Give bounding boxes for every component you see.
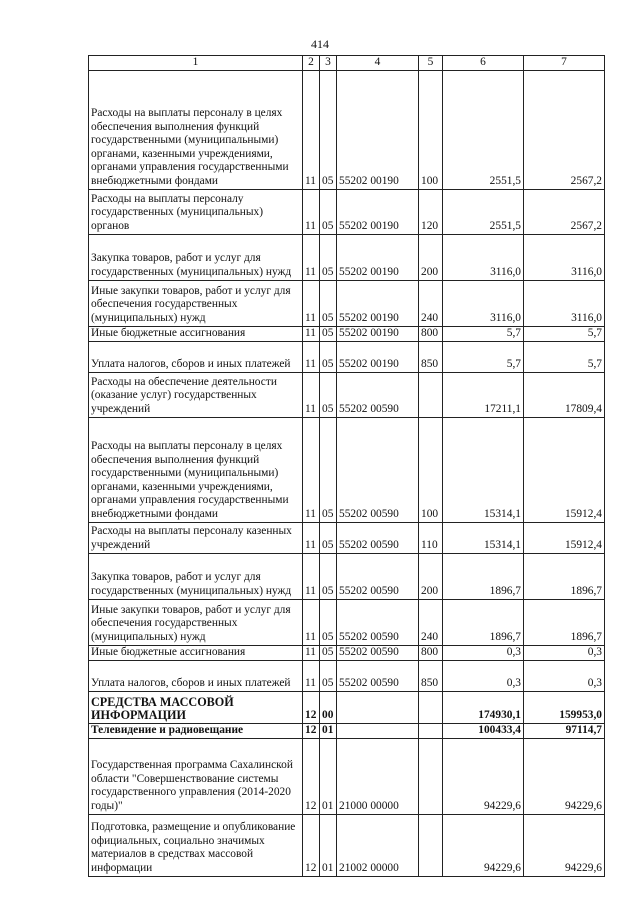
row-subsection-code: 05 — [320, 70, 337, 189]
row-amount-col7: 2567,2 — [524, 189, 605, 234]
table-row — [89, 814, 605, 876]
row-target-article: 55202 00190 — [337, 234, 419, 280]
row-target-article: 21000 00000 — [337, 738, 419, 814]
row-subsection-code: 05 — [320, 189, 337, 234]
table-row — [89, 372, 605, 417]
table-row — [89, 645, 605, 660]
table-row — [89, 660, 605, 691]
row-amount-col6: 2551,5 — [443, 70, 524, 189]
row-subsection-code: 05 — [320, 326, 337, 341]
row-section-code: 11 — [303, 522, 320, 553]
row-section-code: 11 — [303, 234, 320, 280]
row-target-article: 21002 00000 — [337, 814, 419, 876]
row-target-article: 55202 00590 — [337, 645, 419, 660]
col-header-6: 6 — [443, 56, 524, 71]
col-header-3: 3 — [320, 56, 337, 71]
row-name: Телевидение и радиовещание — [89, 723, 303, 738]
row-subsection-code: 05 — [320, 234, 337, 280]
row-subsection-code: 00 — [320, 691, 337, 723]
row-expense-type: 200 — [419, 553, 443, 599]
row-amount-col6: 5,7 — [443, 341, 524, 372]
row-section-code: 11 — [303, 553, 320, 599]
col-header-5: 5 — [419, 56, 443, 71]
row-subsection-code: 01 — [320, 723, 337, 738]
col-header-4: 4 — [337, 56, 419, 71]
row-section-code: 12 — [303, 738, 320, 814]
row-name: Расходы на выплаты персоналу в целях обеспечения выполнения функций государственными (муниципальными) органами, казенными учреждениями, органами управления государственными внебюджетными фондами — [89, 417, 303, 522]
row-amount-col7: 1896,7 — [524, 599, 605, 645]
col-header-7: 7 — [524, 56, 605, 71]
table-row — [89, 189, 605, 234]
row-subsection-code: 05 — [320, 553, 337, 599]
row-name: Закупка товаров, работ и услуг для государственных (муниципальных) нужд — [89, 234, 303, 280]
row-expense-type — [419, 372, 443, 417]
row-amount-col6: 5,7 — [443, 326, 524, 341]
row-target-article: 55202 00190 — [337, 70, 419, 189]
row-name: Иные закупки товаров, работ и услуг для обеспечения государственных (муниципальных) нужд — [89, 599, 303, 645]
row-section-code: 11 — [303, 645, 320, 660]
row-name: Иные бюджетные ассигнования — [89, 326, 303, 341]
row-name: Расходы на выплаты персоналу в целях обеспечения выполнения функций государственными (муниципальными) органами, казенными учреждениями, органами управления государственными внебюджетными фондами — [89, 70, 303, 189]
row-amount-col6: 15314,1 — [443, 522, 524, 553]
row-expense-type — [419, 723, 443, 738]
row-target-article: 55202 00190 — [337, 326, 419, 341]
row-amount-col6: 2551,5 — [443, 189, 524, 234]
row-target-article: 55202 00590 — [337, 522, 419, 553]
row-amount-col7: 17809,4 — [524, 372, 605, 417]
row-subsection-code: 01 — [320, 814, 337, 876]
row-expense-type: 850 — [419, 341, 443, 372]
row-amount-col7: 94229,6 — [524, 738, 605, 814]
table-row — [89, 738, 605, 814]
row-name: Расходы на выплаты персоналу казенных учреждений — [89, 522, 303, 553]
row-target-article: 55202 00190 — [337, 280, 419, 326]
row-name: СРЕДСТВА МАССОВОЙ ИНФОРМАЦИИ — [89, 691, 303, 723]
row-subsection-code: 05 — [320, 280, 337, 326]
budget-table — [88, 55, 605, 877]
row-section-code: 11 — [303, 417, 320, 522]
row-amount-col7: 1896,7 — [524, 553, 605, 599]
col-header-1: 1 — [89, 56, 303, 71]
row-expense-type — [419, 691, 443, 723]
row-expense-type: 100 — [419, 417, 443, 522]
row-target-article — [337, 691, 419, 723]
row-target-article: 55202 00590 — [337, 372, 419, 417]
row-target-article — [337, 723, 419, 738]
row-subsection-code: 05 — [320, 522, 337, 553]
row-expense-type: 800 — [419, 326, 443, 341]
row-target-article: 55202 00590 — [337, 417, 419, 522]
row-target-article: 55202 00190 — [337, 341, 419, 372]
row-section-code: 11 — [303, 341, 320, 372]
row-expense-type: 850 — [419, 660, 443, 691]
row-subsection-code: 05 — [320, 599, 337, 645]
row-amount-col6: 100433,4 — [443, 723, 524, 738]
row-name: Иные бюджетные ассигнования — [89, 645, 303, 660]
row-amount-col7: 2567,2 — [524, 70, 605, 189]
row-section-code: 12 — [303, 814, 320, 876]
row-section-code: 11 — [303, 280, 320, 326]
row-amount-col7: 97114,7 — [524, 723, 605, 738]
row-expense-type: 120 — [419, 189, 443, 234]
row-amount-col7: 0,3 — [524, 645, 605, 660]
row-name: Расходы на обеспечение деятельности (оказание услуг) государственных учреждений — [89, 372, 303, 417]
row-section-code: 11 — [303, 372, 320, 417]
row-amount-col7: 15912,4 — [524, 417, 605, 522]
row-section-code: 12 — [303, 723, 320, 738]
row-amount-col7: 3116,0 — [524, 234, 605, 280]
row-amount-col6: 0,3 — [443, 645, 524, 660]
table-row — [89, 553, 605, 599]
row-expense-type: 110 — [419, 522, 443, 553]
row-expense-type — [419, 814, 443, 876]
row-subsection-code: 05 — [320, 645, 337, 660]
row-expense-type — [419, 738, 443, 814]
row-target-article: 55202 00590 — [337, 553, 419, 599]
row-amount-col7: 94229,6 — [524, 814, 605, 876]
row-subsection-code: 05 — [320, 660, 337, 691]
col-header-2: 2 — [303, 56, 320, 71]
row-amount-col6: 17211,1 — [443, 372, 524, 417]
row-expense-type: 100 — [419, 70, 443, 189]
row-amount-col7: 0,3 — [524, 660, 605, 691]
row-name: Закупка товаров, работ и услуг для государственных (муниципальных) нужд — [89, 553, 303, 599]
table-row — [89, 70, 605, 189]
row-expense-type: 800 — [419, 645, 443, 660]
row-name: Иные закупки товаров, работ и услуг для обеспечения государственных (муниципальных) нужд — [89, 280, 303, 326]
table-row — [89, 691, 605, 723]
row-expense-type: 200 — [419, 234, 443, 280]
row-section-code: 11 — [303, 660, 320, 691]
row-section-code: 11 — [303, 326, 320, 341]
row-name: Подготовка, размещение и опубликование официальных, социально значимых материалов в средствах массовой информации — [89, 814, 303, 876]
row-section-code: 11 — [303, 70, 320, 189]
row-section-code: 12 — [303, 691, 320, 723]
row-amount-col6: 174930,1 — [443, 691, 524, 723]
row-expense-type: 240 — [419, 599, 443, 645]
table-row — [89, 234, 605, 280]
row-amount-col7: 3116,0 — [524, 280, 605, 326]
page-number: 414 — [311, 37, 329, 51]
row-subsection-code: 05 — [320, 341, 337, 372]
row-subsection-code: 05 — [320, 372, 337, 417]
row-amount-col6: 3116,0 — [443, 234, 524, 280]
row-name: Расходы на выплаты персоналу государственных (муниципальных) органов — [89, 189, 303, 234]
row-amount-col6: 3116,0 — [443, 280, 524, 326]
row-target-article: 55202 00590 — [337, 660, 419, 691]
row-amount-col6: 94229,6 — [443, 814, 524, 876]
table-row — [89, 599, 605, 645]
table-row — [89, 341, 605, 372]
row-amount-col7: 5,7 — [524, 341, 605, 372]
row-target-article: 55202 00190 — [337, 189, 419, 234]
row-amount-col6: 94229,6 — [443, 738, 524, 814]
row-amount-col6: 15314,1 — [443, 417, 524, 522]
row-subsection-code: 01 — [320, 738, 337, 814]
row-amount-col6: 0,3 — [443, 660, 524, 691]
row-name: Государственная программа Сахалинской области "Совершенствование системы государственного управления (2014-2020 годы)" — [89, 738, 303, 814]
row-subsection-code: 05 — [320, 417, 337, 522]
row-expense-type: 240 — [419, 280, 443, 326]
row-section-code: 11 — [303, 189, 320, 234]
row-target-article: 55202 00590 — [337, 599, 419, 645]
row-amount-col7: 5,7 — [524, 326, 605, 341]
table-row — [89, 280, 605, 326]
row-name: Уплата налогов, сборов и иных платежей — [89, 341, 303, 372]
row-amount-col7: 15912,4 — [524, 522, 605, 553]
table-row — [89, 417, 605, 522]
table-row — [89, 723, 605, 738]
row-name: Уплата налогов, сборов и иных платежей — [89, 660, 303, 691]
header-row — [89, 56, 605, 71]
row-amount-col7: 159953,0 — [524, 691, 605, 723]
table-row — [89, 522, 605, 553]
row-amount-col6: 1896,7 — [443, 553, 524, 599]
row-section-code: 11 — [303, 599, 320, 645]
row-amount-col6: 1896,7 — [443, 599, 524, 645]
table-row — [89, 326, 605, 341]
